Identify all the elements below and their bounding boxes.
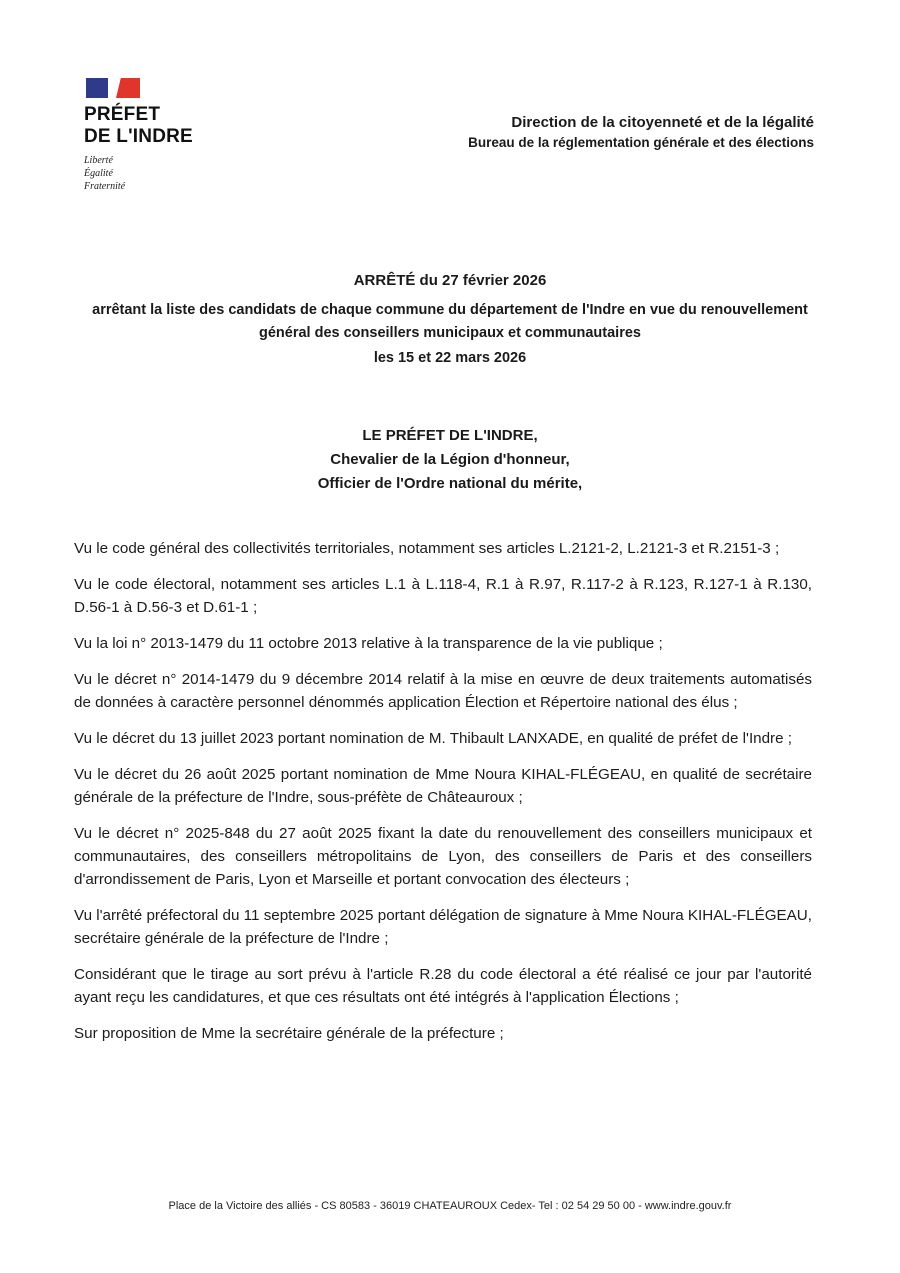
prefet-signatory: [0, 424, 900, 496]
prefet-line3: Officier de l'Ordre national du mérite,: [317, 475, 583, 492]
visa-paragraph: Vu la loi n° 2013-1479 du 11 octobre 2013 relative à la transparence de la vie publique ;: [74, 635, 663, 652]
visa-paragraph: Vu le décret du 26 août 2025 portant nomination de Mme Noura KIHAL-FLÉGEAU, en qualité de secrétaire générale de la préfecture de l'Indre, sous-préfète de Châteauroux ;: [74, 766, 812, 806]
arrete-title: ARRÊTÉ du 27 février 2026: [353, 272, 547, 289]
visa-paragraph: Vu le code général des collectivités territoriales, notamment ses articles L.2121-2, L.2121-3 et R.2151-3 ;: [74, 540, 780, 557]
direction-name: Direction de la citoyenneté et de la légalité: [511, 114, 814, 131]
visa-paragraph: Vu le décret n° 2025-848 du 27 août 2025 fixant la date du renouvellement des conseillers municipaux et communautaires, des conseillers métropolitains de Lyon, des conseillers de Paris et des conseillers d'arrondissement de Paris, Lyon et Marseille et portant convocation des électeurs ;: [74, 825, 812, 888]
prefet-title-line2: DE L'INDRE: [84, 126, 193, 147]
visa-paragraph: Vu l'arrêté préfectoral du 11 septembre 2025 portant délégation de signature à Mme Noura KIHAL-FLÉGEAU, secrétaire générale de la préfecture de l'Indre ;: [74, 907, 812, 947]
arrete-subtitle: arrêtant la liste des candidats de chaque commune du département de l'Indre en vue du renouvellement général des conseillers municipaux et communautaires: [92, 302, 808, 341]
motto-liberte: Liberté: [84, 155, 113, 166]
prefet-title: [84, 104, 193, 148]
proposition-paragraph: Sur proposition de Mme la secrétaire générale de la préfecture ;: [74, 1025, 504, 1042]
considerant-paragraph: Considérant que le tirage au sort prévu à l'article R.28 du code électoral a été réalisé ce jour par l'autorité ayant reçu les candidatures, et que ces résultats ont été intégrés à l'application Élections ;: [74, 966, 812, 1006]
republic-motto: [84, 154, 193, 193]
marianne-flag-icon: [86, 78, 142, 98]
prefet-line2: Chevalier de la Légion d'honneur,: [330, 451, 570, 468]
visas-list: [74, 537, 812, 1058]
prefet-title-line1: PRÉFET: [84, 104, 161, 125]
direction-header: [468, 113, 814, 153]
prefet-line1: LE PRÉFET DE L'INDRE,: [362, 427, 538, 444]
visa-paragraph: Vu le code électoral, notamment ses articles L.1 à L.118-4, R.1 à R.97, R.117-2 à R.123, R.127-1 à R.130, D.56-1 à D.56-3 et D.61-1 ;: [74, 576, 812, 616]
motto-fraternite: Fraternité: [84, 181, 126, 192]
motto-egalite: Égalité: [84, 168, 113, 179]
bureau-name: Bureau de la réglementation générale et des élections: [468, 135, 814, 150]
arrete-dates: les 15 et 22 mars 2026: [373, 350, 527, 366]
prefecture-logo: [84, 78, 193, 193]
page-footer: Place de la Victoire des alliés - CS 80583 - 36019 CHATEAUROUX Cedex- Tel : 02 54 29 50 00 - www.indre.gouv.fr: [168, 1200, 732, 1212]
visa-paragraph: Vu le décret du 13 juillet 2023 portant nomination de M. Thibault LANXADE, en qualité de préfet de l'Indre ;: [74, 730, 793, 747]
visa-paragraph: Vu le décret n° 2014-1479 du 9 décembre 2014 relatif à la mise en œuvre de deux traitements automatisés de données à caractère personnel dénommés application Élection et Répertoire national des élus ;: [74, 671, 812, 711]
